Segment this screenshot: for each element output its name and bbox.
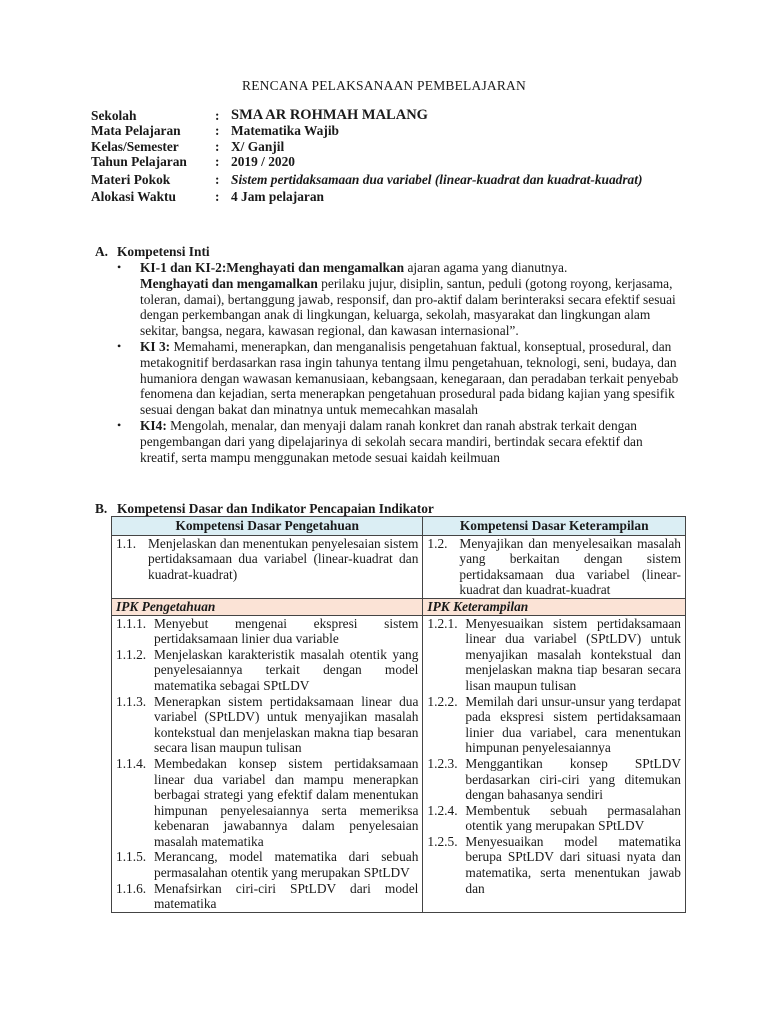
section-heading: [95, 244, 685, 260]
item-number: 1.2.: [427, 535, 448, 551]
ki-label: KI4:: [140, 417, 167, 433]
item-number: 1.2.4.: [427, 802, 458, 818]
identity-block: [91, 108, 681, 204]
item-text: Menafsirkan ciri-ciri SPtLDV dari model matematika: [154, 880, 419, 912]
meta-label: Tahun Pelajaran: [91, 154, 187, 170]
meta-label: Sekolah: [91, 108, 137, 123]
section-kompetensi-inti: [95, 244, 685, 465]
item-text: Memilah dari unsur-unsur yang terdapat pada ekspresi sistem pertidaksamaan linier dua variabel, cara menentukan himpunan penyelesaiannya: [465, 693, 681, 756]
section-kompetensi-dasar: [95, 501, 695, 517]
section-letter: A.: [95, 244, 109, 259]
item-number: 1.1.3.: [116, 693, 147, 709]
section-title: Kompetensi Dasar dan Indikator Pencapaian Indikator: [117, 501, 434, 516]
item-number: 1.1.2.: [116, 646, 147, 662]
meta-value: Matematika Wajib: [231, 123, 339, 139]
meta-colon: :: [215, 138, 220, 154]
meta-row-topic: [91, 172, 681, 187]
table-header-row: [112, 517, 686, 536]
ipk-item: [427, 834, 681, 896]
item-text: Membentuk sebuah permasalahan otentik yang merupakan SPtLDV: [465, 802, 681, 834]
meta-colon: :: [215, 189, 220, 205]
item-number: 1.1.1.: [116, 615, 147, 631]
section-letter: B.: [95, 501, 108, 516]
ipk-item: [116, 647, 418, 694]
kd-table: [111, 516, 686, 913]
bullet-icon: •: [117, 260, 122, 274]
item-text: Menyajikan dan menyelesaikan masalah yang berkaitan dengan sistem pertidaksamaan dua variabel (linear-kuadrat dan kuadrat-kuadrat: [459, 535, 681, 598]
ki-text: perilaku jujur, disiplin, santun, peduli (gotong royong, kerjasama, toleran, damai), bertanggung jawab, responsif, dan pro-aktif dalam berinteraksi secara efektif sesuai dengan perkembangan anak di lingkungan, keluarga, sekolah, masyarakat dan lingkungan alam sekitar, bangsa, negara, kawasan regional, dan kawasan internasional”.: [140, 275, 676, 339]
meta-colon: :: [215, 123, 220, 139]
kd-cell-left: [112, 535, 423, 598]
item-text: Menyesuaikan sistem pertidaksamaan linear dua variabel (SPtLDV) untuk menyajikan masalah kontekstual dan menjelaskan makna tiap besaran secara lisan maupun tulisan: [465, 615, 681, 693]
ipk-header-row: [112, 598, 686, 615]
kd-row: [112, 535, 686, 598]
ipk-item: [427, 803, 681, 834]
ipk-item: [116, 849, 418, 880]
meta-value: 2019 / 2020: [231, 154, 295, 170]
kd-item: [427, 536, 681, 598]
ipk-item: [116, 756, 418, 850]
ipk-item: [427, 756, 681, 803]
kd-cell-right: [423, 535, 686, 598]
meta-row-subject: [91, 123, 681, 138]
ipk-item: [427, 694, 681, 756]
ki-label: KI-1 dan KI-2:Menghayati dan mengamalkan: [140, 260, 405, 275]
meta-label: Mata Pelajaran: [91, 123, 181, 139]
ipk-item: [116, 881, 418, 912]
item-text: Menyebut mengenai ekspresi sistem pertidaksamaan linier dua variable: [154, 615, 419, 647]
meta-value: 4 Jam pelajaran: [231, 189, 324, 205]
meta-colon: :: [215, 154, 220, 170]
ki-text: Mengolah, menalar, dan menyaji dalam ranah konkret dan ranah abstrak terkait dengan pengembangan dari yang dipelajarinya di sekolah secara mandiri, bertindak secara efektif dan kreatif, serta mampu menggunakan metode sesuai kaidah keilmuan: [140, 417, 643, 465]
item-text: Menerapkan sistem pertidaksamaan linear dua variabel (SPtLDV) untuk menyajikan masalah kontekstual dan menjelaskan makna tiap besaran secara lisan maupun tulisan: [154, 693, 419, 756]
item-number: 1.1.5.: [116, 849, 147, 865]
ki-3-item: [95, 339, 680, 418]
bullet-icon: •: [117, 417, 122, 432]
meta-label: Alokasi Waktu: [91, 189, 176, 205]
item-text: Menjelaskan dan menentukan penyelesaian sistem pertidaksamaan dua variabel (linear-kuadrat dan kuadrat-kuadrat): [148, 535, 419, 582]
kd-item: [116, 536, 418, 583]
ipk-item: [427, 616, 681, 694]
ipk-item: [116, 616, 418, 647]
ipk-header-cell: IPK Pengetahuan: [112, 598, 423, 615]
meta-row-time: [91, 189, 681, 204]
meta-label: Kelas/Semester: [91, 138, 179, 154]
ki-text: ajaran agama yang dianutnya.: [404, 260, 568, 275]
item-number: 1.2.2.: [427, 693, 458, 709]
ki-1-2-item: [95, 260, 680, 339]
meta-row-class: [91, 139, 681, 154]
item-text: Merancang, model matematika dari sebuah permasalahan otentik yang merupakan SPtLDV: [154, 849, 419, 881]
item-number: 1.2.5.: [427, 833, 458, 849]
item-text: Menjelaskan karakteristik masalah otentik yang penyelesaiannya terkait dengan model matematika sebagai SPtLDV: [154, 646, 419, 693]
ipk-cell-left: [112, 615, 423, 912]
item-number: 1.2.3.: [427, 755, 458, 771]
ki-label: Menghayati dan mengamalkan: [140, 275, 318, 291]
ipk-item: [116, 694, 418, 756]
meta-label: Materi Pokok: [91, 171, 171, 187]
meta-colon: :: [215, 108, 220, 123]
meta-row-year: [91, 154, 681, 169]
document-title: RENCANA PELAKSANAAN PEMBELAJARAN: [242, 78, 526, 93]
ki-text: Memahami, menerapkan, dan menganalisis pengetahuan faktual, konseptual, prosedural, dan metakognitif berdasarkan rasa ingin tahunya tentang ilmu pengetahuan, teknologi, seni, budaya, dan humaniora dengan wawasan kemanusiaan, kebangsaan, kenegaraan, dan peradaban terkait penyebab fenomena dan kejadian, serta menerapkan pengetahuan prosedural pada bidang kajian yang spesifik sesuai dengan bakat dan minatnya untuk memecahkan masalah: [140, 338, 679, 418]
header-cell: Kompetensi Dasar Pengetahuan: [112, 517, 423, 536]
section-title: Kompetensi Inti: [117, 244, 210, 259]
item-number: 1.1.6.: [116, 880, 147, 896]
item-number: 1.1.4.: [116, 755, 147, 771]
item-text: Membedakan konsep sistem pertidaksamaan linear dua variabel dan mampu menerapkan berbagai strategi yang efektif dalam menentukan himpunan penyelesaiannya serta memeriksa kebenaran jawabannya dalam penyelesaian masalah matematika: [154, 755, 419, 849]
ipk-header-cell: IPK Keterampilan: [423, 598, 686, 615]
ki-4-item: [95, 418, 680, 465]
meta-value: SMA AR ROHMAH MALANG: [231, 107, 428, 123]
item-text: Menggantikan konsep SPtLDV berdasarkan ciri-ciri yang ditemukan dengan bahasanya sendiri: [465, 755, 681, 803]
meta-value: Sistem pertidaksamaan dua variabel (linear-kuadrat dan kuadrat-kuadrat): [231, 171, 643, 187]
section-heading: [95, 501, 695, 517]
meta-row-school: [91, 108, 681, 123]
bullet-icon: •: [117, 338, 122, 353]
item-text: Menyesuaikan model matematika berupa SPtLDV dari situasi nyata dan matematika, serta menentukan jawab dan: [465, 833, 681, 896]
meta-colon: :: [215, 171, 220, 187]
ki-label: KI 3:: [140, 338, 171, 354]
item-number: 1.1.: [116, 535, 137, 551]
header-cell: Kompetensi Dasar Keterampilan: [423, 517, 686, 536]
ipk-cell-right: [423, 615, 686, 912]
meta-value: X/ Ganjil: [231, 138, 285, 154]
ipk-row: [112, 615, 686, 912]
item-number: 1.2.1.: [427, 615, 458, 631]
